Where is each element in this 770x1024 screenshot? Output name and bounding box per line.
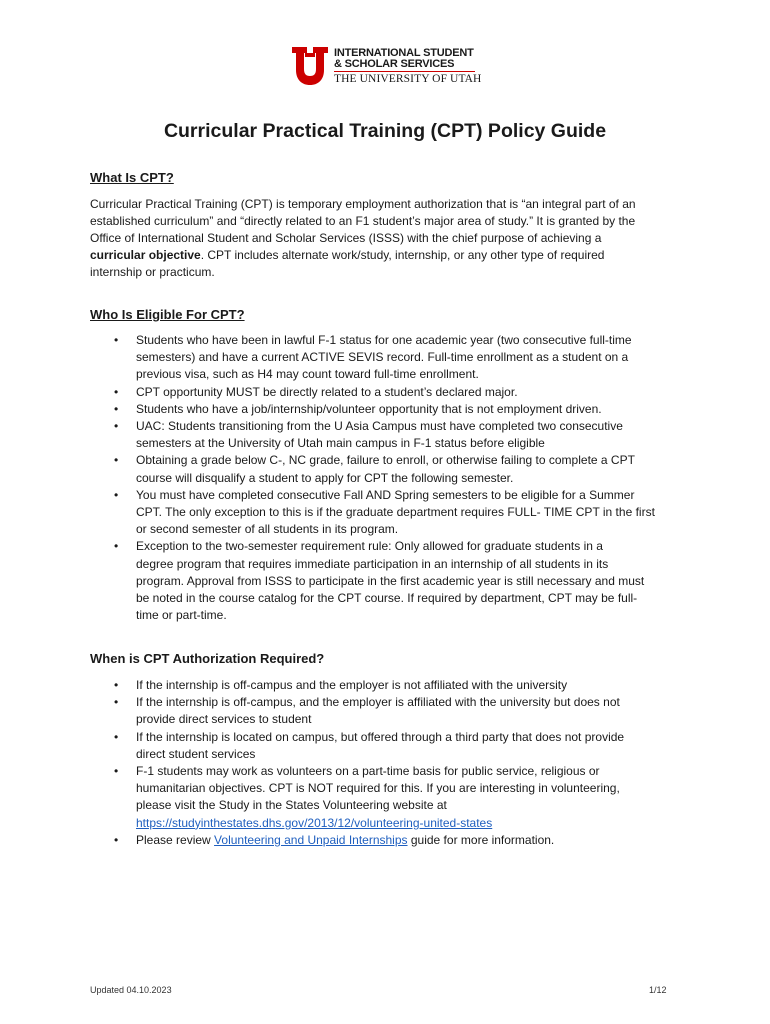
bullet-icon: • [114,333,119,347]
list-item-line: semesters at the University of Utah main campus in F-1 status before eligible [136,436,545,451]
list-item [90,418,690,452]
logo-rule [334,71,475,72]
bullet-icon: • [114,419,119,434]
list-item [90,729,690,763]
paragraph-line: established curriculum” and “directly related to an F1 student’s major area of study.” It is granted by the [90,214,636,228]
list-item [90,694,690,728]
bullet-icon: • [114,764,119,779]
heading-who-is-eligible: Who Is Eligible For CPT? [90,307,245,322]
paragraph-line [90,247,690,264]
paragraph-line: internship or practicum. [90,265,215,279]
list-item [90,401,690,418]
authorization-list [90,677,690,849]
list-item-line: If the internship is located on campus, but offered through a third party that does not provide [136,729,625,744]
bullet-icon: • [114,695,119,710]
logo-line-1: INTERNATIONAL STUDENT [334,47,474,59]
list-item-line: Exception to the two-semester requirement rule: Only allowed for graduate students in a [136,539,603,554]
list-item-line: be noted in the course catalog for the CPT course. If required by department, CPT may be full- [136,591,638,606]
bullet-icon: • [114,678,119,692]
list-item-line: You must have completed consecutive Fall AND Spring semesters to be eligible for a Summer [136,487,635,502]
list-item-text: Please review [136,832,215,847]
list-item-line: program. Approval from ISSS to participate in the first academic year is still necessary and must [136,573,645,588]
bullet-icon: • [114,539,119,554]
logo-wordmark [334,48,481,85]
list-item-line: degree program that requires immediate participation in an internship of all students in its [136,556,609,571]
block-u-icon [292,47,328,85]
list-item [90,677,690,694]
what-is-cpt-paragraph [90,196,690,281]
updated-date: Updated 04.10.2023 [90,985,172,995]
list-item-line: direct student services [136,746,256,761]
list-item [90,452,690,486]
page-number: 1/12 [649,985,667,995]
paragraph-text: . CPT includes alternate work/study, internship, or any other type of required [200,248,605,262]
list-item-line: humanitarian objectives. CPT is NOT required for this. If you are interesting in volunteering, [136,781,620,796]
paragraph-line: Curricular Practical Training (CPT) is temporary employment authorization that is “an integral part of an [90,197,636,211]
logo-line-2: & SCHOLAR SERVICES [334,58,455,70]
volunteering-guide-link[interactable]: Volunteering and Unpaid Internships [214,832,408,847]
list-item-line: If the internship is off-campus and the employer is not affiliated with the university [136,678,568,692]
list-item-line: course will disqualify a student to apply for CPT the following semester. [136,470,514,485]
list-item-line: provide direct services to student [136,712,312,727]
paragraph-line: Office of International Student and Scholar Services (ISSS) with the chief purpose of achieving a [90,231,602,245]
bullet-icon: • [114,729,119,744]
list-item-line: CPT. The only exception to this is if the graduate department requires FULL- TIME CPT in the first [136,505,655,520]
list-item [90,763,690,832]
bullet-icon: • [114,384,119,399]
bullet-icon: • [114,832,119,847]
page-title: Curricular Practical Training (CPT) Policy Guide [163,120,607,142]
list-item-line: F-1 students may work as volunteers on a part-time basis for public service, religious or [136,764,600,779]
list-item-line: UAC: Students transitioning from the U Asia Campus must have completed two consecutive [136,419,623,434]
list-item-line: Obtaining a grade below C-, NC grade, failure to enroll, or otherwise failing to complete a CPT [136,453,635,468]
list-item [90,332,690,384]
list-item [90,384,690,401]
list-item-line [136,815,690,832]
bullet-icon: • [114,453,119,468]
list-item [90,487,690,539]
list-item-line: please visit the Study in the States Volunteering website at [136,798,447,813]
list-item-line: semesters) and have a current ACTIVE SEVIS record. Full-time enrollment as a student on a [136,350,629,365]
list-item-line: previous visa, such as H4 may count toward full-time enrollment. [136,367,479,382]
volunteering-website-link[interactable]: https://studyinthestates.dhs.gov/2013/12/volunteering-united-states [136,815,493,830]
heading-when-required: When is CPT Authorization Required? [90,651,325,666]
bullet-icon: • [114,487,119,502]
list-item-line: time or part-time. [136,608,227,623]
heading-what-is-cpt: What Is CPT? [90,170,174,185]
list-item-line [136,832,690,849]
curricular-objective-bold: curricular objective [90,248,201,262]
logo-line-3: THE UNIVERSITY OF UTAH [334,73,482,85]
bullet-icon: • [114,401,119,416]
list-item-text: guide for more information. [407,832,555,847]
university-logo [292,47,492,89]
list-item [90,538,690,624]
list-item-line: CPT opportunity MUST be directly related to a student’s declared major. [136,384,518,399]
eligibility-list [90,332,690,624]
list-item-line: Students who have been in lawful F-1 status for one academic year (two consecutive full-time [136,333,632,347]
list-item [90,832,690,849]
list-item-line: Students who have a job/internship/volunteer opportunity that is not employment driven. [136,401,602,416]
list-item-line: or second semester of all students in its program. [136,522,399,537]
list-item-line: If the internship is off-campus, and the employer is affiliated with the university but does not [136,695,620,710]
